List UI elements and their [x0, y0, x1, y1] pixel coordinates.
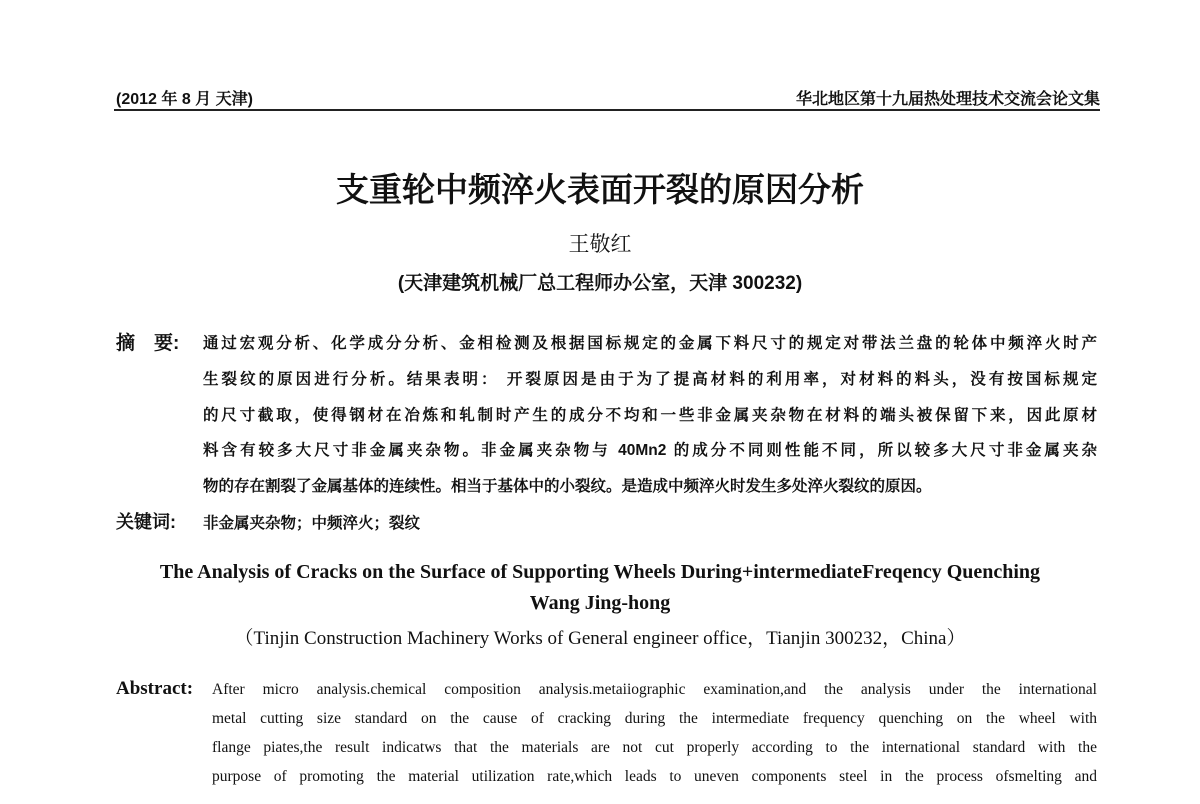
keywords-zh: 非金属夹杂物；中频淬火；裂纹 — [203, 515, 421, 532]
abstract-en-line: flange piates,the result indicatws that the materials are not cut properly according to the international standard with the — [212, 739, 1097, 756]
abstract-en-line: After micro analysis.chemical composition analysis.metaiiographic examination,and the analysis under the international — [212, 681, 1097, 698]
abstract-zh-line: 物的存在割裂了金属基体的连续性。相当于基体中的小裂纹。是造成中频淬火时发生多处淬火裂纹的原因。 — [203, 478, 932, 495]
paper-title: 支重轮中频淬火表面开裂的原因分析 — [336, 171, 864, 208]
author-en: Wang Jing-hong — [529, 592, 671, 614]
affiliation: (天津建筑机械厂总工程师办公室，天津 300232) — [397, 273, 803, 294]
header-left: (2012 年 8 月 天津) — [116, 91, 253, 108]
abstract-zh-line: 的尺寸截取，使得钢材在冶炼和轧制时产生的成分不均和一些非金属夹杂物在材料的端头被保留下来，因此原材 — [203, 407, 1097, 424]
abstract-zh-line: 料含有较多大尺寸非金属夹杂物。非金属夹杂物与 40Mn2 的成分不同则性能不同，所以较多大尺寸非金属夹杂 — [203, 442, 1097, 459]
keywords-zh-label: 关键词: — [116, 512, 176, 532]
affiliation-en: （Tinjin Construction Machinery Works of General engineer office，Tianjin 300232，China） — [234, 628, 966, 649]
abstract-zh-line: 生裂纹的原因进行分析。结果表明： 开裂原因是由于为了提高材料的利用率，对材料的料头，没有按国标规定 — [203, 371, 1097, 388]
abstract-en-line: metal cutting size standard on the cause of cracking during the intermediate frequency quenching on the wheel with — [212, 710, 1097, 727]
author: 王敬红 — [568, 232, 632, 256]
abstract-zh-line: 通过宏观分析、化学成分分析、金相检测及根据国标规定的金属下料尺寸的规定对带法兰盘的轮体中频淬火时产 — [203, 335, 1097, 352]
abstract-zh-label: 摘 要: — [116, 333, 180, 354]
header-rule — [114, 109, 1100, 111]
abstract-en-line: purpose of promoting the material utilization rate,which leads to uneven components steel in the process ofsmelting and — [212, 768, 1097, 785]
header-right: 华北地区第十九届热处理技术交流会论文集 — [795, 91, 1100, 108]
title-en: The Analysis of Cracks on the Surface of Supporting Wheels During+intermediateFreqency Quenching — [159, 561, 1041, 583]
abstract-en-label: Abstract: — [116, 678, 194, 699]
